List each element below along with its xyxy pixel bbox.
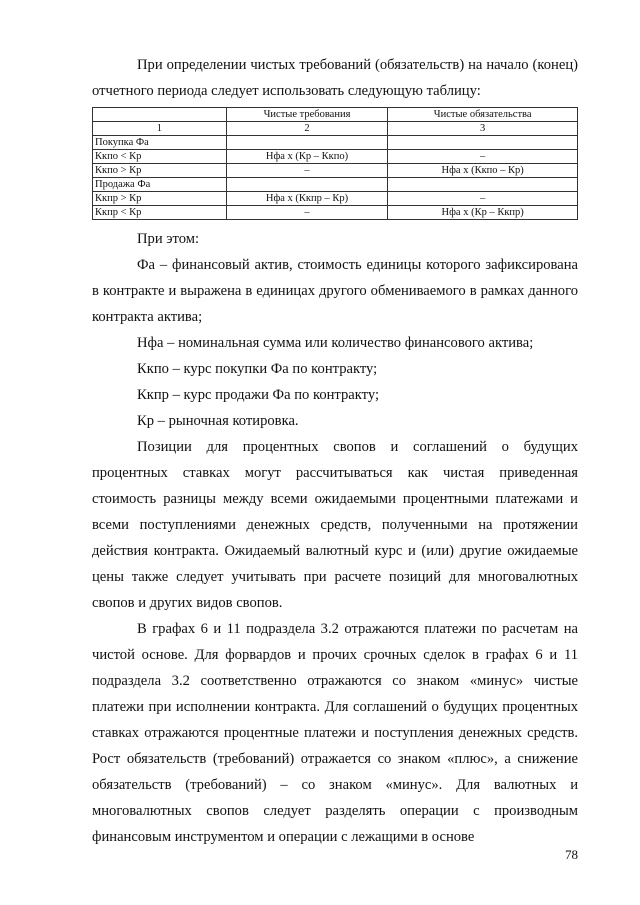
table-row: [93, 136, 578, 150]
table-number-row: [93, 122, 578, 136]
table-cell: Нфа х (Ккпо – Кр): [388, 164, 578, 178]
table-number-cell: 3: [388, 122, 578, 136]
table-cell: Ккпо < Кр: [93, 150, 227, 164]
definition-nfa: Нфа – номинальная сумма или количество финансового актива;: [137, 335, 534, 351]
definition-kr: Кр – рыночная котировка.: [137, 413, 299, 429]
table-cell: Нфа х (Кр – Ккпо): [226, 150, 388, 164]
table-cell: –: [388, 150, 578, 164]
table-row: [93, 192, 578, 206]
table-cell: Покупка Фа: [93, 136, 227, 150]
table-cell: –: [226, 206, 388, 220]
table-row: [93, 206, 578, 220]
table-cell: [226, 136, 388, 150]
table-number-cell: 1: [93, 122, 227, 136]
table-row: [93, 164, 578, 178]
table-cell: Продажа Фа: [93, 178, 227, 192]
page-number: 78: [565, 847, 578, 862]
table-header-cell: Чистые обязательства: [388, 108, 578, 122]
table-cell: [388, 178, 578, 192]
table-row: [93, 178, 578, 192]
table-cell: [226, 178, 388, 192]
table-cell: Ккпо > Кр: [93, 164, 227, 178]
table-cell: Ккпр < Кр: [93, 206, 227, 220]
body-text: [92, 226, 578, 850]
intro-paragraph: При определении чистых требований (обязательств) на начало (конец) отчетного периода следует использовать следующую таблицу:: [92, 57, 578, 99]
pri-etom-line: При этом:: [137, 231, 200, 247]
table-header-cell: Чистые требования: [226, 108, 388, 122]
definition-fa: Фа – финансовый актив, стоимость единицы которого зафиксирована в контракте и выражена в единицах другого обмениваемого в рамках данного контракта актива;: [92, 257, 578, 325]
net-claims-table: [92, 107, 578, 220]
definition-kkpr: Ккпр – курс продажи Фа по контракту;: [137, 387, 379, 403]
table-cell: Нфа х (Ккпр – Кр): [226, 192, 388, 206]
table-row: [93, 150, 578, 164]
definition-kkpo: Ккпо – курс покупки Фа по контракту;: [137, 361, 378, 377]
table-cell: –: [226, 164, 388, 178]
table-header-row: [93, 108, 578, 122]
swaps-paragraph: Позиции для процентных свопов и соглашений о будущих процентных ставках могут рассчитываться как чистая приведенная стоимость разницы между всеми ожидаемыми процентными платежами и всеми поступлениями денежных средств, полученными на протяжении действия контракта. Ожидаемый валютный курс и (или) другие ожидаемые цены также следует учитывать при расчете позиций для многовалютных свопов и других видов свопов.: [92, 439, 578, 611]
table-header-cell: [93, 108, 227, 122]
table-cell: Нфа х (Кр – Ккпр): [388, 206, 578, 220]
table-number-cell: 2: [226, 122, 388, 136]
table-cell: [388, 136, 578, 150]
table-cell: Ккпр > Кр: [93, 192, 227, 206]
columns-paragraph: В графах 6 и 11 подраздела 3.2 отражаются платежи по расчетам на чистой основе. Для форвардов и прочих срочных сделок в графах 6 и 11 подраздела 3.2 соответственно отражаются со знаком «минус» чистые платежи при исполнении контракта. Для соглашений о будущих процентных ставках отражаются процентные платежи и поступления денежных средств. Рост обязательств (требований) отражается со знаком «плюс», а снижение обязательств (требований) – со знаком «минус». Для валютных и многовалютных свопов следует разделять операции с производным финансовым инструментом и операции с лежащими в основе: [92, 621, 578, 845]
table-cell: –: [388, 192, 578, 206]
